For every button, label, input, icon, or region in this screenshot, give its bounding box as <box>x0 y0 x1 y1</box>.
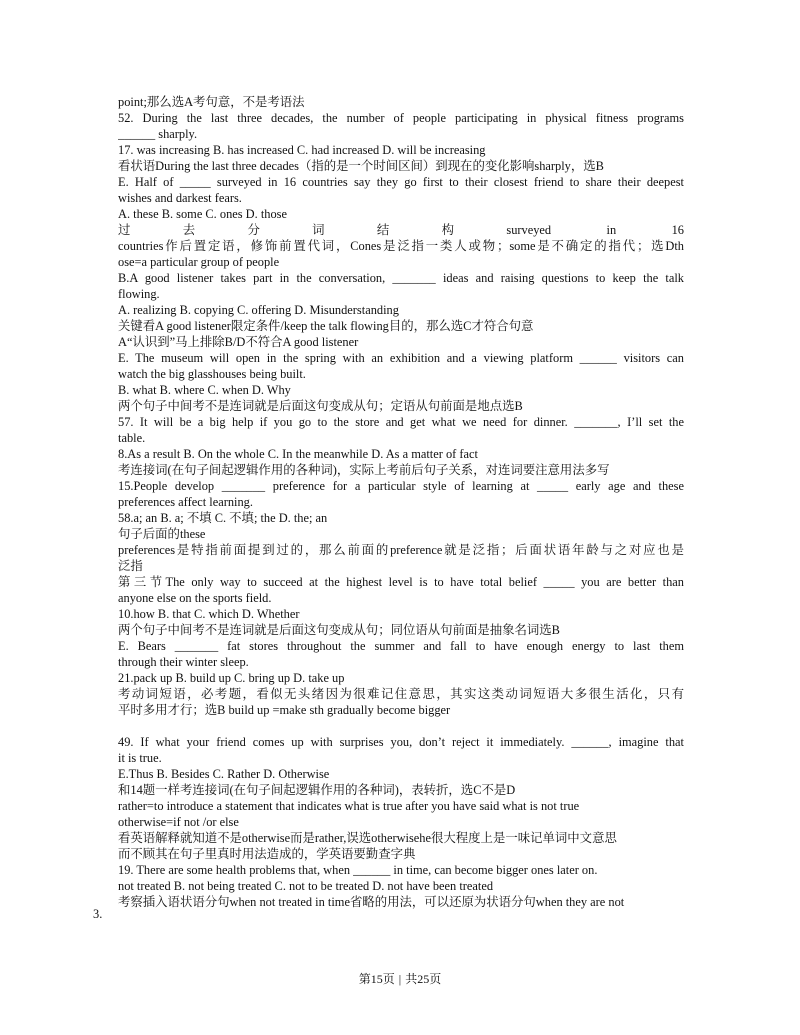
text-line: anyone else on the sports field. <box>118 591 272 605</box>
text-line: ose=a particular group of people <box>118 255 280 269</box>
page-current: 第15页 <box>358 972 395 986</box>
blank-line <box>118 718 684 734</box>
text-line: B. what B. where C. when D. Why <box>118 383 291 397</box>
text-line: A. these B. some C. ones D. those <box>118 207 287 221</box>
text-line: 52. During the last three decades, the number of people participating in physical fitness programs <box>118 111 684 125</box>
text-line: 和14题一样考连接词(在句子间起逻辑作用的各种词)，表转折，选C不是D <box>118 783 516 797</box>
text-line: 21.pack up B. build up C. bring up D. take up <box>118 671 345 685</box>
text-line: 57. It will be a big help if you go to the store and get what we need for dinner. _______, I’ll set the <box>118 415 684 429</box>
text-line: flowing. <box>118 287 160 301</box>
text-line: ______ sharply. <box>118 127 198 141</box>
text-line: E. Bears _______ fat stores throughout the summer and fall to have enough energy to last them <box>118 639 684 653</box>
text-line: watch the big glasshouses being built. <box>118 367 306 381</box>
text-line: 58.a; an B. a; 不填 C. 不填; the D. the; an <box>118 511 328 525</box>
text-line: 两个句子中间考不是连词就是后面这句变成从句；同位语从句前面是抽象名词选B <box>118 623 560 637</box>
text-line: rather=to introduce a statement that indicates what is true after you have said what is not true <box>118 799 580 813</box>
text-line: wishes and darkest fears. <box>118 191 242 205</box>
text-line: A“认识到”马上排除B/D不符合A good listener <box>118 335 359 349</box>
page-body <box>118 94 684 910</box>
text-line: 两个句子中间考不是连词就是后面这句变成从句；定语从句前面是地点选B <box>118 399 523 413</box>
text-line: 关键看A good listener限定条件/keep the talk flowing目的，那么选C才符合句意 <box>118 319 534 333</box>
option-number-label: 3. <box>93 907 103 921</box>
text-line: preferences是特指前面提到过的，那么前面的preference就是泛指；后面状语年龄与之对应也是 <box>118 543 684 557</box>
text-line: 第三节The only way to succeed at the highest level is to have total belief _____ you are better than <box>118 575 684 589</box>
text-line: E. The museum will open in the spring with an exhibition and a viewing platform ______ visitors can <box>118 351 684 365</box>
text-line: 10.how B. that C. which D. Whether <box>118 607 300 621</box>
page-total: 共25页 <box>405 972 442 986</box>
text-line: A. realizing B. copying C. offering D. Misunderstanding <box>118 303 399 317</box>
text-line: 15.People develop _______ preference for a particular style of learning at _____ early age and these <box>118 479 684 493</box>
text-line: 19. There are some health problems that, when ______ in time, can become bigger ones later on. <box>118 863 598 877</box>
text-line: it is true. <box>118 751 162 765</box>
text-line: 平时多用才行；选B build up =make sth gradually become bigger <box>118 703 451 717</box>
text-line: 17. was increasing B. has increased C. had increased D. will be increasing <box>118 143 486 157</box>
text-line: 看状语During the last three decades（指的是一个时间区间）到现在的变化影响sharply，选B <box>118 159 604 173</box>
text-line: 而不顾其在句子里真时用法造成的，学英语要勤查字典 <box>118 847 416 861</box>
text-line: 8.As a result B. On the whole C. In the meanwhile D. As a matter of fact <box>118 447 478 461</box>
text-line: countries作后置定语，修饰前置代词，Cones是泛指一类人或物；some是不确定的指代；选Dth <box>118 239 684 253</box>
text-line: 看英语解释就知道不是otherwise而是rather,误选otherwisehe很大程度上是一味记单词中文意思 <box>118 831 617 845</box>
text-line: 句子后面的these <box>118 527 206 541</box>
page-footer <box>0 970 800 987</box>
text-line: through their winter sleep. <box>118 655 249 669</box>
page-separator: | <box>398 972 402 986</box>
text-line: otherwise=if not /or else <box>118 815 239 829</box>
text-line: B.A good listener takes part in the conversation, _______ ideas and raising questions to keep the talk <box>118 271 684 285</box>
text-line: E. Half of _____ surveyed in 16 countries say they go first to their closest friend to share their deepest <box>118 175 684 189</box>
text-line: E.Thus B. Besides C. Rather D. Otherwise <box>118 767 330 781</box>
text-line: 过去分词结构surveyed in 16 <box>118 223 684 237</box>
text-line: table. <box>118 431 146 445</box>
text-line: 考动词短语，必考题，看似无头绪因为很难记住意思，其实这类动词短语大多很生活化，只有 <box>118 687 684 701</box>
text-line: 考察插入语状语分句when not treated in time省略的用法，可以还原为状语分句when they are not <box>118 895 625 909</box>
text-line: 49. If what your friend comes up with surprises you, don’t reject it immediately. ______, imagine that <box>118 735 684 749</box>
text-line: point;那么选A考句意，不是考语法 <box>118 95 305 109</box>
text-line: not treated B. not being treated C. not to be treated D. not have been treated <box>118 879 494 893</box>
text-line: 泛指 <box>118 559 143 573</box>
text-line: 考连接词(在句子间起逻辑作用的各种词)，实际上考前后句子关系，对连词要注意用法多写 <box>118 463 610 477</box>
text-line: preferences affect learning. <box>118 495 253 509</box>
